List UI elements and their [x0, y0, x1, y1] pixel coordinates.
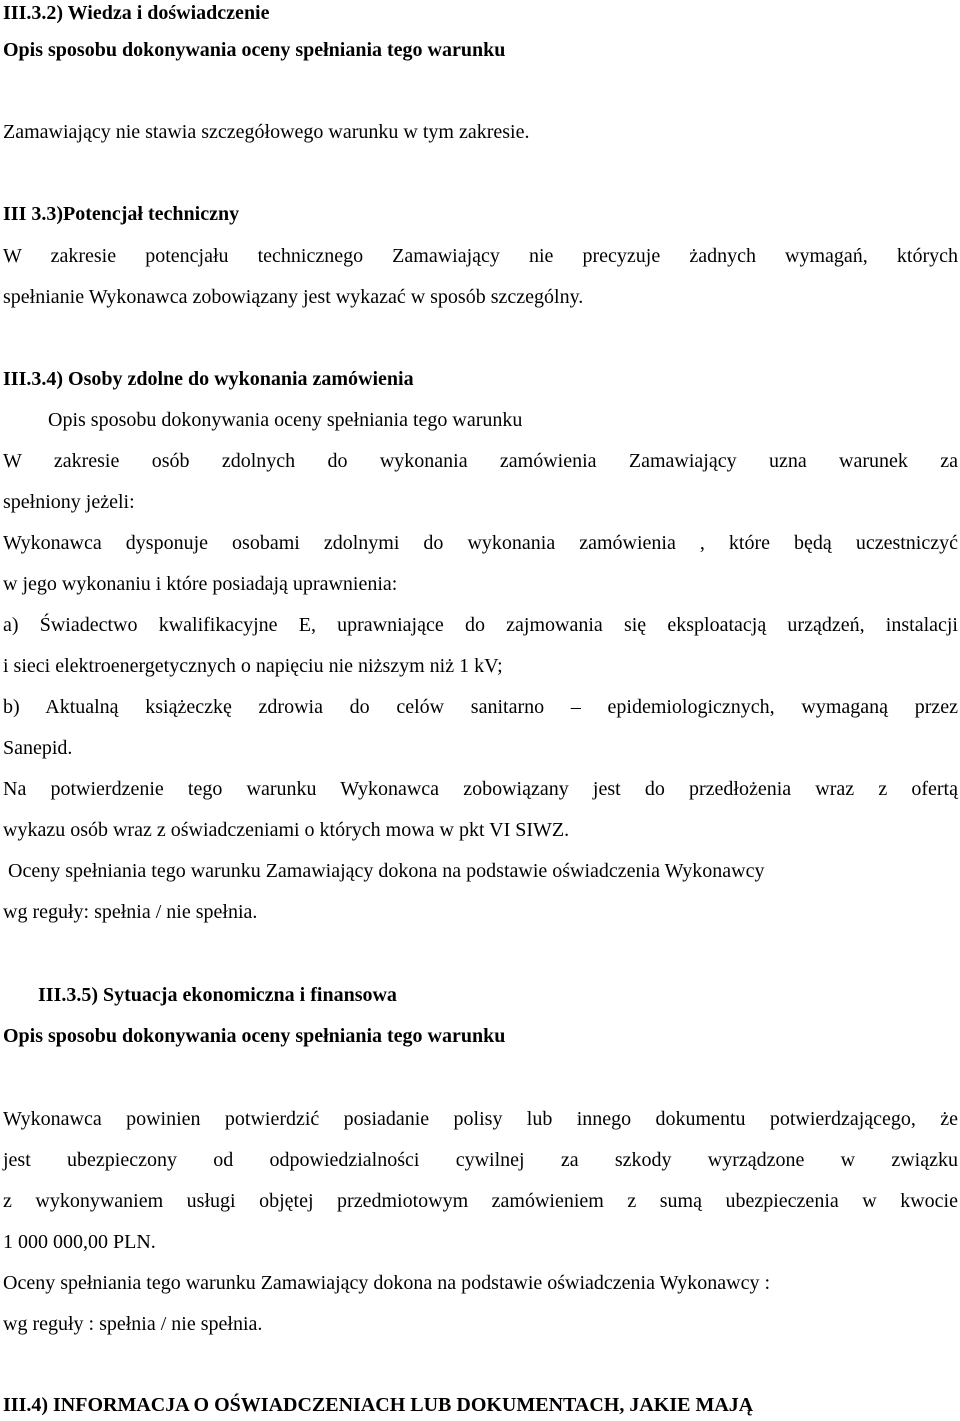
paragraph-line: Na potwierdzenie tego warunku Wykonawca zobowiązany jest do przedłożenia wraz z ofertą	[3, 778, 958, 800]
paragraph-line: w jego wykonaniu i które posiadają uprawnienia:	[3, 573, 398, 595]
paragraph-line: 1 000 000,00 PLN.	[3, 1231, 156, 1253]
paragraph-line: W zakresie potencjału technicznego Zamawiający nie precyzuje żadnych wymagań, których	[3, 245, 958, 267]
section-heading: III 3.3)Potencjał techniczny	[3, 203, 240, 225]
section-heading: III.4) INFORMACJA O OŚWIADCZENIACH LUB DOKUMENTACH, JAKIE MAJĄ	[3, 1394, 754, 1416]
paragraph-line: Oceny spełniania tego warunku Zamawiający dokona na podstawie oświadczenia Wykonawcy :	[3, 1272, 771, 1294]
list-item-b: b) Aktualną książeczkę zdrowia do celów sanitarno – epidemiologicznych, wymaganą przez	[3, 696, 958, 718]
list-item-a-continued: i sieci elektroenergetycznych o napięciu nie niższym niż 1 kV;	[3, 655, 503, 677]
section-subheading: Opis sposobu dokonywania oceny spełniania tego warunku	[3, 1025, 506, 1047]
paragraph-line: wykazu osób wraz z oświadczeniami o których mowa w pkt VI SIWZ.	[3, 819, 570, 841]
section-heading: III.3.4) Osoby zdolne do wykonania zamówienia	[3, 368, 414, 390]
list-item-b-continued: Sanepid.	[3, 737, 73, 759]
section-subheading: Opis sposobu dokonywania oceny spełniania tego warunku	[3, 39, 506, 61]
paragraph-line: jest ubezpieczony od odpowiedzialności cywilnej za szkody wyrządzone w związku	[3, 1149, 958, 1171]
paragraph-line: z wykonywaniem usługi objętej przedmiotowym zamówieniem z sumą ubezpieczenia w kwocie	[3, 1190, 958, 1212]
paragraph-line: Wykonawca dysponuje osobami zdolnymi do wykonania zamówienia , które będą uczestniczyć	[3, 532, 958, 554]
section-heading: III.3.2) Wiedza i doświadczenie	[3, 2, 270, 24]
list-item-a: a) Świadectwo kwalifikacyjne E, uprawniające do zajmowania się eksploatacją urządzeń, instalacji	[3, 614, 958, 636]
paragraph-line: wg reguły: spełnia / nie spełnia.	[3, 901, 258, 923]
paragraph-line: W zakresie osób zdolnych do wykonania zamówienia Zamawiający uzna warunek za	[3, 450, 958, 472]
paragraph-line: spełniony jeżeli:	[3, 491, 135, 513]
paragraph-line: Wykonawca powinien potwierdzić posiadanie polisy lub innego dokumentu potwierdzającego, że	[3, 1108, 958, 1130]
paragraph-line: spełnianie Wykonawca zobowiązany jest wykazać w sposób szczególny.	[3, 286, 584, 308]
paragraph-line: Oceny spełniania tego warunku Zamawiający dokona na podstawie oświadczenia Wykonawcy	[8, 860, 765, 882]
section-subheading: Opis sposobu dokonywania oceny spełniania tego warunku	[48, 409, 523, 431]
paragraph-line: Zamawiający nie stawia szczegółowego warunku w tym zakresie.	[3, 121, 530, 143]
paragraph-line: wg reguły : spełnia / nie spełnia.	[3, 1313, 263, 1335]
section-heading: III.3.5) Sytuacja ekonomiczna i finansowa	[38, 984, 397, 1006]
